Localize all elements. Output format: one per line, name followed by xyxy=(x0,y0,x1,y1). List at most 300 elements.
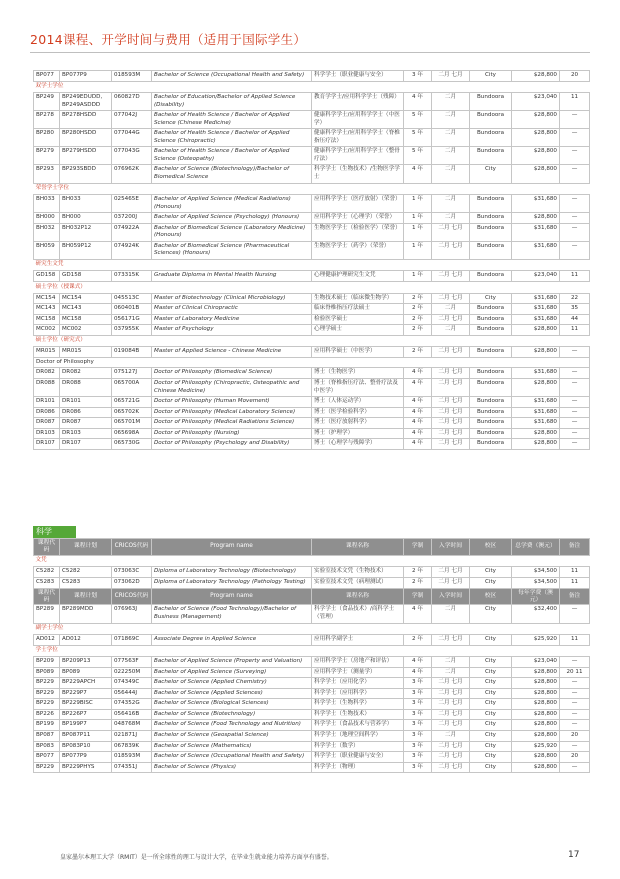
table-row xyxy=(34,699,590,710)
cell-note: 11 xyxy=(560,578,590,589)
cell-course-plan: BH000 xyxy=(60,213,112,224)
cell-intake: 二月 七月 xyxy=(432,418,470,429)
cell-intake: 二月 七月 xyxy=(432,314,470,325)
cell-campus: Bundoora xyxy=(470,368,512,379)
cell-course-code: BP226 xyxy=(34,709,60,720)
cell-course-plan: BH033 xyxy=(60,195,112,213)
cell-duration: 2 年 xyxy=(404,567,432,578)
cell-note: — xyxy=(560,699,590,710)
cell-note: 11 xyxy=(560,635,590,646)
cell-program-name-zh: 博士（人体运动学） xyxy=(312,397,404,408)
table-row xyxy=(34,378,590,396)
cell-cricos-code: 067839K xyxy=(112,741,152,752)
cell-program-name-zh: 博士（医学检验科学） xyxy=(312,407,404,418)
cell-program-name-zh: 应用科学学士（测量学） xyxy=(312,667,404,678)
table-row xyxy=(34,635,590,646)
cell-campus: City xyxy=(470,657,512,668)
cell-note: 20 xyxy=(560,752,590,763)
table-row xyxy=(34,129,590,147)
cell-intake: 二月 七月 xyxy=(432,688,470,699)
cell-course-code: DR087 xyxy=(34,418,60,429)
cell-program-name-zh: 实验室技术文凭（生物技术） xyxy=(312,567,404,578)
cell-duration: 2 年 xyxy=(404,347,432,358)
cell-fee: $31,680 xyxy=(512,314,560,325)
cell-program-name-zh: 科学学士（职业健康与安全） xyxy=(312,71,404,82)
cell-campus: Bundoora xyxy=(470,428,512,439)
cell-fee: $28,800 xyxy=(512,752,560,763)
cell-program-name: Bachelor of Science (Occupational Health and Safety) xyxy=(152,71,312,82)
cell-campus: Bundoora xyxy=(470,223,512,241)
cell-course-code: BP229 xyxy=(34,699,60,710)
cell-program-name: Bachelor of Applied Science (Psychology) (Honours) xyxy=(152,213,312,224)
cell-note: 11 xyxy=(560,271,590,282)
cell-course-plan: BP199P7 xyxy=(60,720,112,731)
cell-program-name-zh: 应用科学副学士 xyxy=(312,635,404,646)
column-header-cricos-code: CRICOS代码 xyxy=(112,588,152,605)
cell-duration: 4 年 xyxy=(404,605,432,623)
cell-note: — xyxy=(560,241,590,259)
cell-duration: 3 年 xyxy=(404,709,432,720)
cell-note: — xyxy=(560,418,590,429)
cell-fee: $28,800 xyxy=(512,428,560,439)
table-row xyxy=(34,439,590,450)
cell-intake: 二月 七月 xyxy=(432,271,470,282)
cell-campus: City xyxy=(470,752,512,763)
cell-campus: City xyxy=(470,71,512,82)
cell-program-name: Bachelor of Applied Science (Medical Radiations) (Honours) xyxy=(152,195,312,213)
cell-duration: 2 年 xyxy=(404,293,432,304)
cell-course-plan: BP077P9 xyxy=(60,71,112,82)
cell-course-code: AD012 xyxy=(34,635,60,646)
cell-course-code: MC154 xyxy=(34,293,60,304)
cell-course-code: BP293 xyxy=(34,165,60,183)
cell-program-name: Bachelor of Science (Applied Chemistry) xyxy=(152,678,312,689)
cell-fee: $25,920 xyxy=(512,635,560,646)
cell-fee: $31,680 xyxy=(512,368,560,379)
table-row xyxy=(34,688,590,699)
cell-duration: 2 年 xyxy=(404,578,432,589)
cell-cricos-code: 065698A xyxy=(112,428,152,439)
section-label: 双学士学位 xyxy=(34,81,590,93)
table-row xyxy=(34,762,590,773)
section-heading-row xyxy=(34,259,590,271)
section-label: 硕士学位（授课式） xyxy=(34,282,590,294)
cell-intake: 二月 七月 xyxy=(432,635,470,646)
cell-course-plan: BP089 xyxy=(60,667,112,678)
cell-duration: 1 年 xyxy=(404,223,432,241)
cell-program-name: Bachelor of Health Science / Bachelor of Applied Science (Chinese Medicine) xyxy=(152,111,312,129)
cell-intake: 二月 七月 xyxy=(432,368,470,379)
cell-fee: $31,680 xyxy=(512,407,560,418)
cell-course-plan: BP249EDUDD, BP249ASDDD xyxy=(60,93,112,111)
cell-campus: City xyxy=(470,720,512,731)
cell-cricos-code: 073062D xyxy=(112,578,152,589)
cell-duration: 2 年 xyxy=(404,304,432,315)
courses-table-science xyxy=(33,538,590,773)
cell-program-name: Bachelor of Science (Food Technology and Nutrition) xyxy=(152,720,312,731)
cell-note: 11 xyxy=(560,93,590,111)
cell-campus: Bundoora xyxy=(470,195,512,213)
cell-campus: City xyxy=(470,578,512,589)
cell-cricos-code: 037955K xyxy=(112,325,152,336)
cell-program-name: Doctor of Philosophy (Human Movement) xyxy=(152,397,312,408)
cell-note: 20 xyxy=(560,71,590,82)
table-row xyxy=(34,271,590,282)
cell-cricos-code: 065702K xyxy=(112,407,152,418)
cell-course-code: BP077 xyxy=(34,71,60,82)
cell-cricos-code: 073063C xyxy=(112,567,152,578)
title-divider xyxy=(30,52,590,53)
cell-fee: $31,680 xyxy=(512,241,560,259)
cell-course-code: DR103 xyxy=(34,428,60,439)
table-row xyxy=(34,709,590,720)
cell-program-name-zh: 科学学士（应用化学） xyxy=(312,678,404,689)
cell-intake: 二月 七月 xyxy=(432,71,470,82)
cell-note: 20 11 xyxy=(560,667,590,678)
table-row xyxy=(34,213,590,224)
table-row xyxy=(34,111,590,129)
cell-program-name-zh: 科学学士（食品技术与营养学） xyxy=(312,720,404,731)
column-header-program-name: Program name xyxy=(152,588,312,605)
column-header-program-name: Program name xyxy=(152,539,312,556)
cell-course-code: BP279 xyxy=(34,147,60,165)
cell-fee: $31,680 xyxy=(512,397,560,408)
cell-course-code: GD158 xyxy=(34,271,60,282)
column-header-course-plan: 课程计划 xyxy=(60,539,112,556)
cell-campus: City xyxy=(470,688,512,699)
cell-course-plan: BP226P7 xyxy=(60,709,112,720)
cell-duration: 4 年 xyxy=(404,378,432,396)
cell-program-name: Doctor of Philosophy (Biomedical Science) xyxy=(152,368,312,379)
cell-course-code: DR101 xyxy=(34,397,60,408)
cell-duration: 2 年 xyxy=(404,635,432,646)
cell-program-name: Bachelor of Science (Geospatial Science) xyxy=(152,731,312,742)
cell-course-plan: BH032P12 xyxy=(60,223,112,241)
cell-program-name: Master of Laboratory Medicine xyxy=(152,314,312,325)
table-header-row xyxy=(34,588,590,605)
cell-cricos-code: 075127J xyxy=(112,368,152,379)
column-header-intake: 入学时间 xyxy=(432,588,470,605)
cell-cricos-code: 037200J xyxy=(112,213,152,224)
cell-course-plan: DR107 xyxy=(60,439,112,450)
cell-note: — xyxy=(560,605,590,623)
cell-campus: Bundoora xyxy=(470,129,512,147)
cell-cricos-code: 077043G xyxy=(112,147,152,165)
cell-campus: Bundoora xyxy=(470,347,512,358)
cell-fee: $28,800 xyxy=(512,111,560,129)
cell-note: — xyxy=(560,709,590,720)
cell-note: — xyxy=(560,407,590,418)
column-header-fee: 每年学费（澳元） xyxy=(512,588,560,605)
table-row xyxy=(34,223,590,241)
cell-fee: $28,800 xyxy=(512,71,560,82)
cell-program-name: Doctor of Philosophy (Medical Laboratory Science) xyxy=(152,407,312,418)
cell-fee: $28,800 xyxy=(512,709,560,720)
cell-fee: $31,680 xyxy=(512,304,560,315)
cell-intake: 二月 七月 xyxy=(432,407,470,418)
cell-cricos-code: 071869C xyxy=(112,635,152,646)
cell-campus: City xyxy=(470,731,512,742)
cell-program-name-zh: 健康科学学士/应用科学学士（中医学） xyxy=(312,111,404,129)
cell-note: — xyxy=(560,213,590,224)
cell-note: — xyxy=(560,147,590,165)
cell-cricos-code: 025465E xyxy=(112,195,152,213)
column-header-course-code: 课程代码 xyxy=(34,588,60,605)
cell-note: 35 xyxy=(560,304,590,315)
cell-program-name: Master of Psychology xyxy=(152,325,312,336)
cell-intake: 二月 七月 xyxy=(432,439,470,450)
cell-intake: 二月 七月 xyxy=(432,720,470,731)
cell-course-code: BH000 xyxy=(34,213,60,224)
table-row xyxy=(34,752,590,763)
column-header-note: 备注 xyxy=(560,588,590,605)
cell-course-plan: DR088 xyxy=(60,378,112,396)
table-row xyxy=(34,418,590,429)
page-number: 17 xyxy=(568,850,580,860)
cell-note: — xyxy=(560,223,590,241)
cell-campus: City xyxy=(470,667,512,678)
cell-note: — xyxy=(560,428,590,439)
cell-program-name: Associate Degree in Applied Science xyxy=(152,635,312,646)
cell-campus: Bundoora xyxy=(470,325,512,336)
subsection-heading-row xyxy=(34,357,590,368)
cell-course-plan: BP229BISC xyxy=(60,699,112,710)
section-label: 硕士学位（研究式） xyxy=(34,335,590,347)
cell-program-name: Bachelor of Education/Bachelor of Applied Science (Disability) xyxy=(152,93,312,111)
cell-program-name-zh: 心理学硕士 xyxy=(312,325,404,336)
cell-course-plan: BP087P11 xyxy=(60,731,112,742)
cell-note: 11 xyxy=(560,325,590,336)
cell-course-plan: C5282 xyxy=(60,567,112,578)
cell-note: — xyxy=(560,688,590,699)
cell-duration: 1 年 xyxy=(404,241,432,259)
cell-program-name: Doctor of Philosophy (Chiropractic, Osteopathic and Chinese Medicine) xyxy=(152,378,312,396)
cell-duration: 3 年 xyxy=(404,752,432,763)
cell-duration: 4 年 xyxy=(404,439,432,450)
cell-course-code: BP249 xyxy=(34,93,60,111)
cell-duration: 3 年 xyxy=(404,741,432,752)
cell-duration: 4 年 xyxy=(404,165,432,183)
cell-fee: $23,040 xyxy=(512,657,560,668)
cell-duration: 3 年 xyxy=(404,688,432,699)
cell-program-name-zh: 应用科学学士（医疗放射）（荣誉） xyxy=(312,195,404,213)
cell-duration: 4 年 xyxy=(404,368,432,379)
cell-intake: 二月 七月 xyxy=(432,578,470,589)
cell-course-plan: AD012 xyxy=(60,635,112,646)
column-header-intake: 入学时间 xyxy=(432,539,470,556)
cell-course-code: MC143 xyxy=(34,304,60,315)
cell-program-name-zh: 科学学士（生物技术）/生物医学学士 xyxy=(312,165,404,183)
cell-course-code: BP077 xyxy=(34,752,60,763)
cell-campus: City xyxy=(470,293,512,304)
cell-fee: $31,680 xyxy=(512,223,560,241)
cell-duration: 5 年 xyxy=(404,147,432,165)
cell-intake: 二月 xyxy=(432,147,470,165)
cell-program-name: Bachelor of Science (Applied Sciences) xyxy=(152,688,312,699)
cell-cricos-code: 077563F xyxy=(112,657,152,668)
cell-fee: $28,800 xyxy=(512,678,560,689)
cell-cricos-code: 056171G xyxy=(112,314,152,325)
cell-note: 20 xyxy=(560,731,590,742)
table-row xyxy=(34,578,590,589)
page-title: 2014课程、开学时间与费用（适用于国际学生） xyxy=(30,32,307,47)
table-row xyxy=(34,347,590,358)
cell-course-code: BP229 xyxy=(34,678,60,689)
cell-course-plan: BP209P13 xyxy=(60,657,112,668)
science-section-label: 科学 xyxy=(33,526,76,538)
table-row xyxy=(34,720,590,731)
cell-course-code: BP209 xyxy=(34,657,60,668)
cell-note: 44 xyxy=(560,314,590,325)
section-heading-row xyxy=(34,81,590,93)
cell-program-name-zh: 博士（心理学与残障学） xyxy=(312,439,404,450)
column-header-course-code: 课程代码 xyxy=(34,539,60,556)
table-row xyxy=(34,397,590,408)
cell-fee: $34,500 xyxy=(512,567,560,578)
cell-course-plan: MC154 xyxy=(60,293,112,304)
cell-intake: 二月 xyxy=(432,213,470,224)
cell-duration: 4 年 xyxy=(404,657,432,668)
cell-course-code: DR082 xyxy=(34,368,60,379)
cell-course-plan: MC002 xyxy=(60,325,112,336)
cell-course-plan: BP229PHYS xyxy=(60,762,112,773)
cell-intake: 二月 七月 xyxy=(432,223,470,241)
table-row xyxy=(34,567,590,578)
cell-cricos-code: 074922A xyxy=(112,223,152,241)
table-row xyxy=(34,93,590,111)
cell-course-plan: DR086 xyxy=(60,407,112,418)
table-row xyxy=(34,428,590,439)
cell-program-name: Bachelor of Health Science / Bachelor of Applied Science (Osteopathy) xyxy=(152,147,312,165)
cell-program-name-zh: 科学学士（物理） xyxy=(312,762,404,773)
cell-intake: 二月 七月 xyxy=(432,752,470,763)
cell-course-code: MC158 xyxy=(34,314,60,325)
cell-intake: 二月 七月 xyxy=(432,678,470,689)
cell-program-name: Bachelor of Health Science / Bachelor of Applied Science (Chiropractic) xyxy=(152,129,312,147)
cell-intake: 二月 xyxy=(432,731,470,742)
cell-course-plan: DR082 xyxy=(60,368,112,379)
cell-fee: $28,800 xyxy=(512,699,560,710)
cell-intake: 二月 七月 xyxy=(432,741,470,752)
cell-program-name: Master of Biotechnology (Clinical Microbiology) xyxy=(152,293,312,304)
cell-campus: City xyxy=(470,165,512,183)
section-label: Doctor of Philosophy xyxy=(34,357,590,368)
cell-note: — xyxy=(560,347,590,358)
cell-note: — xyxy=(560,657,590,668)
cell-program-name-zh: 科学学士（生物科学） xyxy=(312,699,404,710)
column-header-campus: 校区 xyxy=(470,588,512,605)
cell-campus: Bundoora xyxy=(470,271,512,282)
column-header-fee: 总学费（澳元） xyxy=(512,539,560,556)
cell-note: — xyxy=(560,720,590,731)
column-header-duration: 学制 xyxy=(404,539,432,556)
cell-fee: $28,800 xyxy=(512,347,560,358)
section-heading-row xyxy=(34,555,590,567)
cell-fee: $28,800 xyxy=(512,762,560,773)
cell-intake: 二月 xyxy=(432,111,470,129)
section-heading-row xyxy=(34,282,590,294)
cell-cricos-code: 073315K xyxy=(112,271,152,282)
cell-cricos-code: 065700A xyxy=(112,378,152,396)
cell-duration: 2 年 xyxy=(404,314,432,325)
cell-note: 11 xyxy=(560,567,590,578)
cell-program-name-zh: 应用科学硕士（中医学） xyxy=(312,347,404,358)
cell-campus: Bundoora xyxy=(470,111,512,129)
table-row xyxy=(34,195,590,213)
cell-program-name-zh: 博士（脊椎指压疗法、整骨疗法及中医学） xyxy=(312,378,404,396)
cell-intake: 二月 七月 xyxy=(432,699,470,710)
section-label: 副学士学位 xyxy=(34,623,590,635)
cell-intake: 二月 xyxy=(432,304,470,315)
cell-program-name-zh: 应用科学学士（心理学）（荣誉） xyxy=(312,213,404,224)
cell-program-name: Bachelor of Science (Physics) xyxy=(152,762,312,773)
cell-campus: City xyxy=(470,741,512,752)
cell-campus: Bundoora xyxy=(470,439,512,450)
cell-program-name: Master of Clinical Chiropractic xyxy=(152,304,312,315)
cell-cricos-code: 048768M xyxy=(112,720,152,731)
cell-campus: City xyxy=(470,635,512,646)
table-row xyxy=(34,71,590,82)
cell-duration: 4 年 xyxy=(404,667,432,678)
cell-fee: $28,800 xyxy=(512,325,560,336)
cell-cricos-code: 065721G xyxy=(112,397,152,408)
cell-program-name-zh: 科学学士（生物技术） xyxy=(312,709,404,720)
table-header-row xyxy=(34,539,590,556)
cell-duration: 5 年 xyxy=(404,111,432,129)
cell-cricos-code: 045513C xyxy=(112,293,152,304)
cell-program-name: Bachelor of Biomedical Science (Laboratory Medicine) (Honours) xyxy=(152,223,312,241)
cell-course-plan: BP289MDD xyxy=(60,605,112,623)
cell-fee: $28,800 xyxy=(512,147,560,165)
cell-duration: 4 年 xyxy=(404,428,432,439)
cell-intake: 二月 xyxy=(432,165,470,183)
cell-cricos-code: 060401B xyxy=(112,304,152,315)
cell-fee: $23,040 xyxy=(512,271,560,282)
table-row xyxy=(34,731,590,742)
cell-course-code: BH033 xyxy=(34,195,60,213)
table-row xyxy=(34,314,590,325)
cell-duration: 3 年 xyxy=(404,720,432,731)
cell-program-name-zh: 应用科学学士（房地产和评估） xyxy=(312,657,404,668)
column-header-program-name-zh: 课程名称 xyxy=(312,539,404,556)
cell-campus: City xyxy=(470,567,512,578)
cell-cricos-code: 018593M xyxy=(112,71,152,82)
cell-course-code: BP199 xyxy=(34,720,60,731)
cell-duration: 4 年 xyxy=(404,397,432,408)
cell-course-code: DR088 xyxy=(34,378,60,396)
cell-note: — xyxy=(560,397,590,408)
cell-campus: Bundoora xyxy=(470,418,512,429)
cell-intake: 二月 七月 xyxy=(432,378,470,396)
cell-campus: Bundoora xyxy=(470,147,512,165)
cell-course-code: C5282 xyxy=(34,567,60,578)
cell-course-code: BP087 xyxy=(34,731,60,742)
table-row xyxy=(34,657,590,668)
cell-note: — xyxy=(560,111,590,129)
cell-campus: Bundoora xyxy=(470,213,512,224)
cell-cricos-code: 065701M xyxy=(112,418,152,429)
cell-campus: Bundoora xyxy=(470,93,512,111)
cell-note: — xyxy=(560,165,590,183)
table-row xyxy=(34,165,590,183)
cell-duration: 1 年 xyxy=(404,213,432,224)
cell-cricos-code: 076963J xyxy=(112,605,152,623)
cell-course-code: C5283 xyxy=(34,578,60,589)
cell-fee: $25,920 xyxy=(512,741,560,752)
cell-program-name-zh: 检验医学硕士 xyxy=(312,314,404,325)
cell-duration: 3 年 xyxy=(404,678,432,689)
cell-duration: 2 年 xyxy=(404,325,432,336)
